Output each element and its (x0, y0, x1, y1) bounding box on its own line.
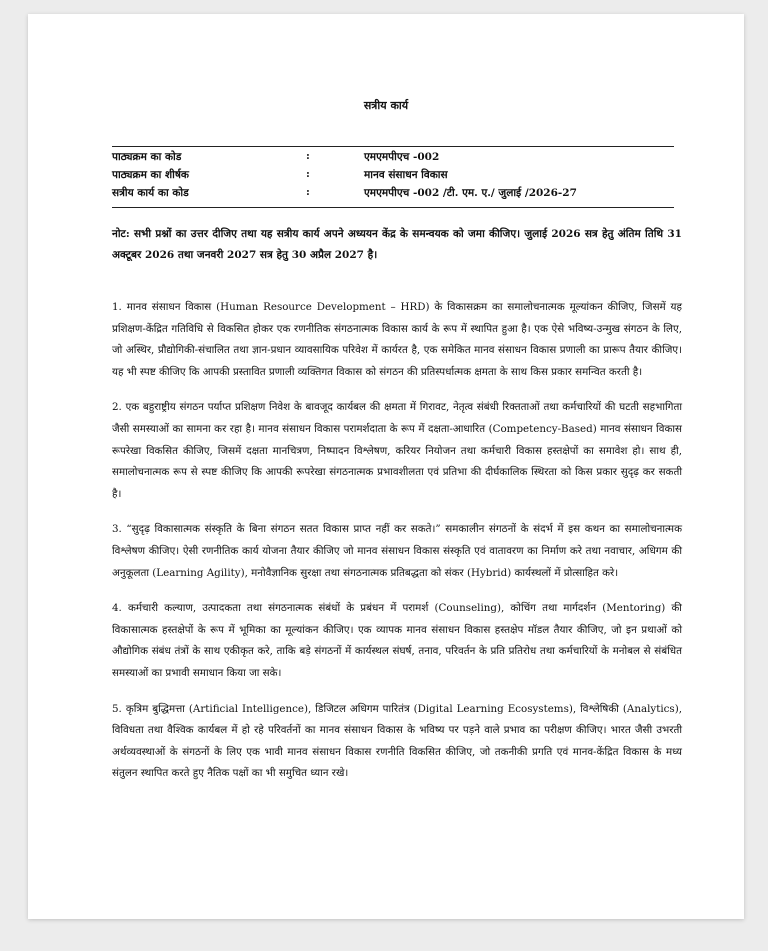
question-5 (112, 699, 682, 785)
course-title-value: मानव संसाधन विकास (364, 169, 448, 181)
course-code-row (112, 150, 674, 166)
question-number: 3. (112, 523, 122, 536)
question-3 (112, 519, 682, 584)
question-text: कर्मचारी कल्याण, उत्पादकता तथा संगठनात्मक संबंधों के प्रबंधन में परामर्श (Counseling), कोचिंग तथा मार्गदर्शन (Mentoring) की विकासात्मक हस्तक्षेपों के रूप में भूमिका का मूल्यांकन कीजिए। एक व्यापक मानव संसाधन विकास हस्तक्षेप मॉडल तैयार कीजिए, जो इन प्रथाओं को औद्योगिक संबंध तंत्रों के साथ एकीकृत करे, ताकि बड़े संगठनों में कार्यस्थल संघर्ष, तनाव, परिवर्तन के प्रति प्रतिरोध तथा कर्मचारियों के मनोबल से संबंधित समस्याओं का प्रभावी समाधान किया जा सके। (112, 602, 682, 679)
page-title: सत्रीय कार्य (363, 99, 409, 112)
question-1 (112, 297, 682, 383)
question-number: 4. (112, 602, 122, 615)
bottom-rule (112, 207, 674, 208)
assignment-code-value: एमएमपीएच -002 /टी. एम. ए./ जुलाई /2026-27 (364, 187, 577, 199)
question-text: “सुदृढ़ विकासात्मक संस्कृति के बिना संगठन सतत विकास प्राप्त नहीं कर सकते।” समकालीन संगठनों के संदर्भ में इस कथन का समालोचनात्मक विश्लेषण कीजिए। ऐसी रणनीतिक कार्य योजना तैयार कीजिए जो मानव संसाधन विकास संस्कृति एवं वातावरण का निर्माण करे तथा नवाचार, अधिगम की अनुकूलता (Learning Agility), मनोवैज्ञानिक सुरक्षा तथा संगठनात्मक प्रतिबद्धता को संकर (Hybrid) कार्यस्थलों में प्रोत्साहित करे। (112, 523, 682, 579)
question-number: 1. (112, 301, 122, 313)
question-text: मानव संसाधन विकास (Human Resource Development – HRD) के विकासक्रम का समालोचनात्मक मूल्यांकन कीजिए, जिसमें यह प्रशिक्षण-केंद्रित गतिविधि से विकसित होकर एक रणनीतिक संगठनात्मक विकास कार्य के रूप में स्थापित हुआ है। एक ऐसे भविष्य-उन्मुख संगठन के लिए, जो अस्थिर, प्रौद्योगिकी-संचालित तथा ज्ञान-प्रधान व्यावसायिक परिवेश में कार्यरत है, एक समेकित मानव संसाधन विकास प्रणाली का प्रारूप तैयार कीजिए। यह भी स्पष्ट कीजिए कि आपकी प्रस्तावित प्रणाली व्यक्तिगत विकास को संगठन की प्रतिस्पर्धात्मक क्षमता के साथ किस प्रकार समन्वित करती है। (112, 301, 682, 378)
course-code-label: पाठ्यक्रम का कोड (112, 151, 182, 163)
question-number: 5. (112, 702, 122, 715)
question-2 (112, 397, 682, 505)
assignment-code-row (112, 186, 674, 202)
course-title-row (112, 168, 674, 184)
assignment-code-separator: : (306, 186, 310, 198)
assignment-code-label: सत्रीय कार्य का कोड (112, 187, 189, 199)
course-title-label: पाठ्यक्रम का शीर्षक (112, 169, 189, 181)
course-code-separator: : (306, 150, 310, 162)
question-4 (112, 598, 682, 684)
question-list (112, 297, 682, 799)
question-text: कृत्रिम बुद्धिमत्ता (Artificial Intelligence), डिजिटल अधिगम पारितंत्र (Digital Learning Ecosystems), विश्लेषिकी (Analytics), विविधता तथा वैश्विक कार्यबल में हो रहे परिवर्तनों का मानव संसाधन विकास के भविष्य पर पड़ने वाले प्रभाव का परीक्षण कीजिए। भारत जैसी उभरती अर्थव्यवस्थाओं के संगठनों के लिए एक भावी मानव संसाधन विकास रणनीति विकसित कीजिए, जो तकनीकी प्रगति एवं मानव-केंद्रित विकास के मध्य संतुलन स्थापित करते हुए नैतिक पक्षों का भी समुचित ध्यान रखे। (112, 702, 683, 780)
submission-note: नोट: सभी प्रश्नों का उत्तर दीजिए तथा यह सत्रीय कार्य अपने अध्ययन केंद्र के समन्वयक को जमा कीजिए। जुलाई 2026 सत्र हेतु अंतिम तिथि 31 अक्टूबर 2026 तथा जनवरी 2027 सत्र हेतु 30 अप्रैल 2027 है। (112, 228, 682, 261)
document-page (28, 14, 744, 919)
course-title-separator: : (306, 168, 310, 180)
question-number: 2. (112, 401, 122, 414)
question-text: एक बहुराष्ट्रीय संगठन पर्याप्त प्रशिक्षण निवेश के बावजूद कार्यबल की क्षमता में गिरावट, नेतृत्व संबंधी रिक्तताओं तथा कर्मचारियों की घटती सहभागिता जैसी समस्याओं का सामना कर रहा है। मानव संसाधन विकास परामर्शदाता के रूप में दक्षता-आधारित (Competency-Based) मानव संसाधन विकास रूपरेखा विकसित कीजिए, जिसमें दक्षता मानचित्रण, निष्पादन विश्लेषण, करियर नियोजन तथा कर्मचारी विकास हस्तक्षेपों का समावेश हो। साथ ही, समालोचनात्मक रूप से स्पष्ट कीजिए कि आपकी रूपरेखा संगठनात्मक प्रभावशीलता एवं प्रतिभा की दीर्घकालिक स्थिरता को किस प्रकार सुदृढ़ कर सकती है। (112, 401, 682, 500)
top-rule (112, 146, 674, 147)
course-code-value: एमएमपीएच -002 (364, 151, 440, 163)
